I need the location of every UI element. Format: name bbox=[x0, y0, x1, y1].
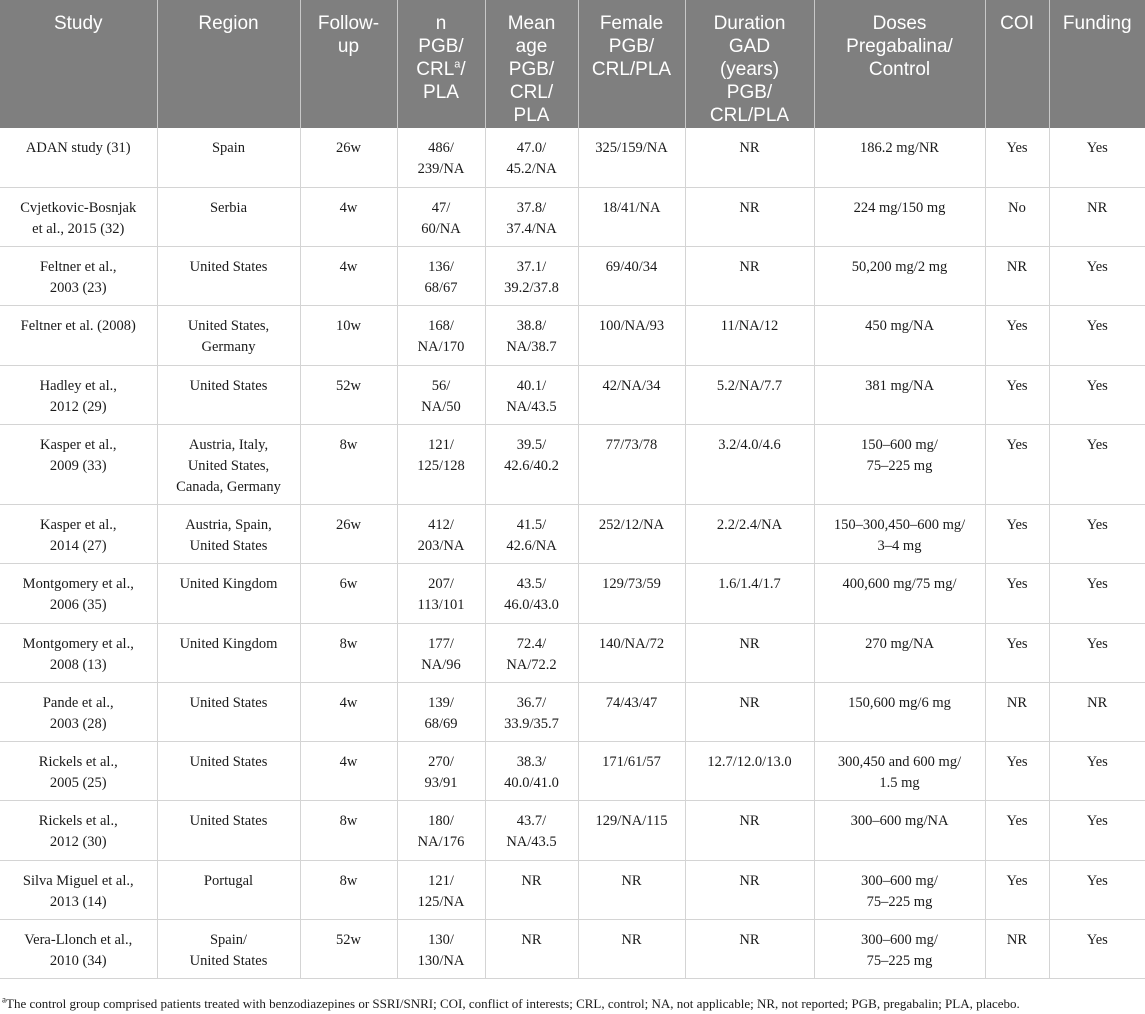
column-header-n bbox=[397, 0, 485, 128]
cell-doses: 300,450 and 600 mg/ 1.5 mg bbox=[814, 742, 985, 801]
cell-age: 43.5/ 46.0/43.0 bbox=[485, 564, 578, 623]
cell-age: 40.1/ NA/43.5 bbox=[485, 365, 578, 424]
column-header-label: / PLA bbox=[423, 59, 466, 103]
cell-followup: 4w bbox=[300, 247, 397, 306]
cell-followup: 6w bbox=[300, 564, 397, 623]
cell-coi: NR bbox=[985, 920, 1049, 979]
table-row bbox=[0, 424, 1145, 504]
cell-funding: Yes bbox=[1049, 424, 1145, 504]
cell-n: 180/ NA/176 bbox=[397, 801, 485, 860]
cell-female: 252/12/NA bbox=[578, 504, 685, 563]
cell-funding: Yes bbox=[1049, 920, 1145, 979]
cell-study: Pande et al., 2003 (28) bbox=[0, 682, 157, 741]
table-row bbox=[0, 187, 1145, 246]
cell-n: 207/ 113/101 bbox=[397, 564, 485, 623]
cell-coi: Yes bbox=[985, 801, 1049, 860]
cell-female: 77/73/78 bbox=[578, 424, 685, 504]
table-row bbox=[0, 504, 1145, 563]
cell-region: United Kingdom bbox=[157, 564, 300, 623]
cell-duration: NR bbox=[685, 128, 814, 187]
cell-age: 39.5/ 42.6/40.2 bbox=[485, 424, 578, 504]
cell-followup: 26w bbox=[300, 504, 397, 563]
cell-coi: Yes bbox=[985, 306, 1049, 365]
cell-region: Spain bbox=[157, 128, 300, 187]
cell-female: NR bbox=[578, 920, 685, 979]
cell-study: Rickels et al., 2005 (25) bbox=[0, 742, 157, 801]
cell-coi: No bbox=[985, 187, 1049, 246]
column-header-followup: Follow- up bbox=[300, 0, 397, 128]
column-header-coi: COI bbox=[985, 0, 1049, 128]
cell-n: 486/ 239/NA bbox=[397, 128, 485, 187]
cell-doses: 400,600 mg/75 mg/ bbox=[814, 564, 985, 623]
cell-doses: 50,200 mg/2 mg bbox=[814, 247, 985, 306]
cell-funding: NR bbox=[1049, 682, 1145, 741]
cell-duration: 12.7/12.0/13.0 bbox=[685, 742, 814, 801]
table-row bbox=[0, 801, 1145, 860]
table-row bbox=[0, 682, 1145, 741]
table-row bbox=[0, 920, 1145, 979]
cell-duration: 5.2/NA/7.7 bbox=[685, 365, 814, 424]
cell-female: 42/NA/34 bbox=[578, 365, 685, 424]
column-header-doses: Doses Pregabalina/ Control bbox=[814, 0, 985, 128]
cell-doses: 186.2 mg/NR bbox=[814, 128, 985, 187]
cell-region: Austria, Italy, United States, Canada, Germany bbox=[157, 424, 300, 504]
cell-n: 121/ 125/NA bbox=[397, 860, 485, 919]
cell-age: 41.5/ 42.6/NA bbox=[485, 504, 578, 563]
cell-duration: NR bbox=[685, 801, 814, 860]
cell-region: United States bbox=[157, 682, 300, 741]
cell-n: 168/ NA/170 bbox=[397, 306, 485, 365]
cell-duration: 1.6/1.4/1.7 bbox=[685, 564, 814, 623]
cell-n: 177/ NA/96 bbox=[397, 623, 485, 682]
cell-doses: 300–600 mg/ 75–225 mg bbox=[814, 860, 985, 919]
cell-age: 47.0/ 45.2/NA bbox=[485, 128, 578, 187]
cell-doses: 270 mg/NA bbox=[814, 623, 985, 682]
cell-coi: Yes bbox=[985, 860, 1049, 919]
cell-funding: Yes bbox=[1049, 306, 1145, 365]
cell-study: Cvjetkovic-Bosnjak et al., 2015 (32) bbox=[0, 187, 157, 246]
header-row bbox=[0, 0, 1145, 128]
cell-duration: NR bbox=[685, 623, 814, 682]
cell-followup: 4w bbox=[300, 742, 397, 801]
cell-coi: NR bbox=[985, 682, 1049, 741]
cell-age: 37.1/ 39.2/37.8 bbox=[485, 247, 578, 306]
cell-coi: Yes bbox=[985, 742, 1049, 801]
cell-funding: Yes bbox=[1049, 247, 1145, 306]
cell-duration: 11/NA/12 bbox=[685, 306, 814, 365]
cell-duration: NR bbox=[685, 860, 814, 919]
cell-region: United States bbox=[157, 801, 300, 860]
cell-study: Vera-Llonch et al., 2010 (34) bbox=[0, 920, 157, 979]
cell-age: NR bbox=[485, 860, 578, 919]
cell-female: NR bbox=[578, 860, 685, 919]
cell-doses: 300–600 mg/ 75–225 mg bbox=[814, 920, 985, 979]
cell-funding: Yes bbox=[1049, 128, 1145, 187]
cell-female: 100/NA/93 bbox=[578, 306, 685, 365]
table-row bbox=[0, 128, 1145, 187]
cell-duration: NR bbox=[685, 247, 814, 306]
cell-followup: 52w bbox=[300, 365, 397, 424]
cell-region: United States, Germany bbox=[157, 306, 300, 365]
cell-region: United States bbox=[157, 742, 300, 801]
cell-female: 74/43/47 bbox=[578, 682, 685, 741]
cell-age: 36.7/ 33.9/35.7 bbox=[485, 682, 578, 741]
cell-funding: Yes bbox=[1049, 860, 1145, 919]
footnote-text: The control group comprised patients treated with benzodiazepines or SSRI/SNRI; COI, conflict of interests; CRL, control; NA, not applicable; NR, not reported; PGB, pregabalin; PLA, placebo. bbox=[6, 996, 1020, 1011]
footnote-marker: a bbox=[2, 994, 6, 1005]
cell-n: 136/ 68/67 bbox=[397, 247, 485, 306]
cell-funding: Yes bbox=[1049, 365, 1145, 424]
cell-coi: Yes bbox=[985, 564, 1049, 623]
cell-doses: 381 mg/NA bbox=[814, 365, 985, 424]
cell-duration: 3.2/4.0/4.6 bbox=[685, 424, 814, 504]
cell-age: 38.3/ 40.0/41.0 bbox=[485, 742, 578, 801]
cell-region: Portugal bbox=[157, 860, 300, 919]
table-row bbox=[0, 860, 1145, 919]
cell-region: Serbia bbox=[157, 187, 300, 246]
table-row bbox=[0, 742, 1145, 801]
cell-duration: NR bbox=[685, 682, 814, 741]
cell-female: 129/73/59 bbox=[578, 564, 685, 623]
cell-coi: Yes bbox=[985, 504, 1049, 563]
table-row bbox=[0, 306, 1145, 365]
cell-female: 140/NA/72 bbox=[578, 623, 685, 682]
column-header-region: Region bbox=[157, 0, 300, 128]
cell-study: Montgomery et al., 2006 (35) bbox=[0, 564, 157, 623]
cell-age: NR bbox=[485, 920, 578, 979]
cell-n: 56/ NA/50 bbox=[397, 365, 485, 424]
column-header-study: Study bbox=[0, 0, 157, 128]
cell-doses: 300–600 mg/NA bbox=[814, 801, 985, 860]
cell-doses: 150–300,450–600 mg/ 3–4 mg bbox=[814, 504, 985, 563]
cell-funding: Yes bbox=[1049, 564, 1145, 623]
cell-age: 72.4/ NA/72.2 bbox=[485, 623, 578, 682]
cell-study: Rickels et al., 2012 (30) bbox=[0, 801, 157, 860]
column-header-female: Female PGB/ CRL/PLA bbox=[578, 0, 685, 128]
cell-funding: Yes bbox=[1049, 504, 1145, 563]
cell-doses: 150–600 mg/ 75–225 mg bbox=[814, 424, 985, 504]
cell-followup: 8w bbox=[300, 801, 397, 860]
table-footnote bbox=[2, 996, 1142, 1012]
cell-funding: Yes bbox=[1049, 801, 1145, 860]
cell-coi: Yes bbox=[985, 424, 1049, 504]
table-row bbox=[0, 365, 1145, 424]
cell-followup: 8w bbox=[300, 424, 397, 504]
cell-followup: 26w bbox=[300, 128, 397, 187]
cell-funding: Yes bbox=[1049, 742, 1145, 801]
cell-age: 43.7/ NA/43.5 bbox=[485, 801, 578, 860]
cell-doses: 150,600 mg/6 mg bbox=[814, 682, 985, 741]
cell-female: 129/NA/115 bbox=[578, 801, 685, 860]
cell-study: ADAN study (31) bbox=[0, 128, 157, 187]
cell-female: 69/40/34 bbox=[578, 247, 685, 306]
cell-doses: 224 mg/150 mg bbox=[814, 187, 985, 246]
cell-n: 121/ 125/128 bbox=[397, 424, 485, 504]
cell-study: Kasper et al., 2009 (33) bbox=[0, 424, 157, 504]
cell-n: 130/ 130/NA bbox=[397, 920, 485, 979]
table-row bbox=[0, 623, 1145, 682]
cell-followup: 4w bbox=[300, 682, 397, 741]
cell-region: Spain/ United States bbox=[157, 920, 300, 979]
table-header bbox=[0, 0, 1145, 128]
cell-followup: 8w bbox=[300, 623, 397, 682]
cell-duration: 2.2/2.4/NA bbox=[685, 504, 814, 563]
cell-age: 38.8/ NA/38.7 bbox=[485, 306, 578, 365]
table-body bbox=[0, 128, 1145, 979]
table-row bbox=[0, 564, 1145, 623]
cell-n: 47/ 60/NA bbox=[397, 187, 485, 246]
column-header-label: n PGB/ CRL bbox=[416, 13, 464, 80]
column-header-age: Mean age PGB/ CRL/ PLA bbox=[485, 0, 578, 128]
cell-coi: NR bbox=[985, 247, 1049, 306]
cell-n: 139/ 68/69 bbox=[397, 682, 485, 741]
cell-followup: 10w bbox=[300, 306, 397, 365]
cell-study: Montgomery et al., 2008 (13) bbox=[0, 623, 157, 682]
cell-duration: NR bbox=[685, 920, 814, 979]
cell-age: 37.8/ 37.4/NA bbox=[485, 187, 578, 246]
cell-region: United States bbox=[157, 247, 300, 306]
cell-region: Austria, Spain, United States bbox=[157, 504, 300, 563]
cell-study: Kasper et al., 2014 (27) bbox=[0, 504, 157, 563]
cell-followup: 8w bbox=[300, 860, 397, 919]
cell-followup: 4w bbox=[300, 187, 397, 246]
cell-n: 270/ 93/91 bbox=[397, 742, 485, 801]
cell-funding: Yes bbox=[1049, 623, 1145, 682]
cell-funding: NR bbox=[1049, 187, 1145, 246]
column-header-duration: Duration GAD (years) PGB/ CRL/PLA bbox=[685, 0, 814, 128]
cell-followup: 52w bbox=[300, 920, 397, 979]
cell-duration: NR bbox=[685, 187, 814, 246]
cell-coi: Yes bbox=[985, 365, 1049, 424]
cell-study: Silva Miguel et al., 2013 (14) bbox=[0, 860, 157, 919]
cell-region: United States bbox=[157, 365, 300, 424]
cell-female: 18/41/NA bbox=[578, 187, 685, 246]
cell-study: Hadley et al., 2012 (29) bbox=[0, 365, 157, 424]
cell-female: 325/159/NA bbox=[578, 128, 685, 187]
cell-study: Feltner et al. (2008) bbox=[0, 306, 157, 365]
cell-coi: Yes bbox=[985, 623, 1049, 682]
cell-female: 171/61/57 bbox=[578, 742, 685, 801]
cell-doses: 450 mg/NA bbox=[814, 306, 985, 365]
cell-n: 412/ 203/NA bbox=[397, 504, 485, 563]
table-row bbox=[0, 247, 1145, 306]
cell-region: United Kingdom bbox=[157, 623, 300, 682]
cell-coi: Yes bbox=[985, 128, 1049, 187]
cell-study: Feltner et al., 2003 (23) bbox=[0, 247, 157, 306]
footnote-marker: a bbox=[454, 58, 461, 71]
column-header-funding: Funding bbox=[1049, 0, 1145, 128]
